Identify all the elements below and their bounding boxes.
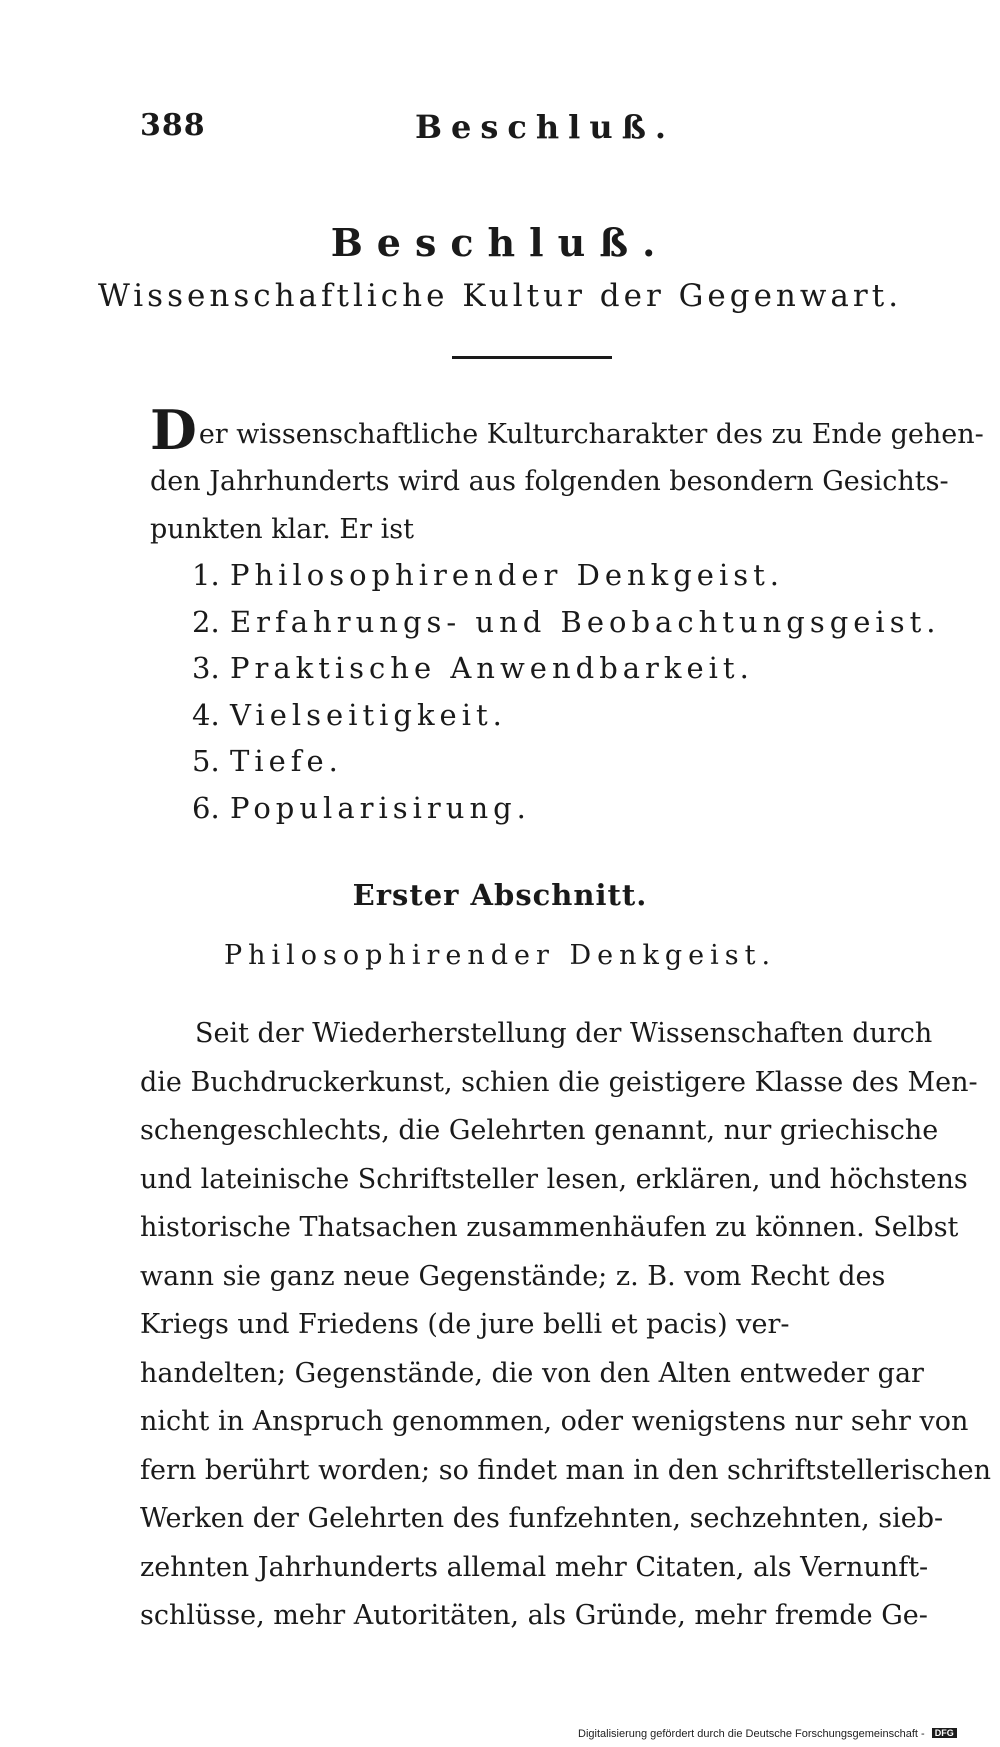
list-number: 2.	[192, 604, 220, 639]
body-line: Seit der Wiederherstellung der Wissenschaften durch	[195, 1018, 933, 1049]
body-line: zehnten Jahrhunderts allemal mehr Citaten, als Vernunft-	[140, 1551, 929, 1583]
list-item	[192, 558, 892, 605]
list-item	[192, 604, 941, 652]
body-line: Werken der Gelehrten des funfzehnten, sechzehnten, sieb-	[140, 1503, 944, 1534]
characteristics-list	[192, 558, 941, 837]
page-number: 388	[140, 108, 206, 143]
body-line: handelten; Gegenstände, die von den Alten entweder gar	[140, 1357, 924, 1389]
list-number: 6.	[192, 790, 220, 825]
intro-line-text: er wissenschaftliche Kulturcharakter des zu Ende gehen-	[198, 419, 984, 450]
running-title: Beschluß.	[415, 108, 676, 146]
list-number: 5.	[192, 744, 220, 778]
list-text: Tiefe.	[230, 744, 343, 778]
intro-paragraph	[150, 398, 984, 554]
body-line: schengeschlechts, die Gelehrten genannt, nur griechische	[140, 1115, 939, 1146]
body-line: Kriegs und Friedens (de jure belli et pacis) ver-	[140, 1309, 790, 1340]
title-divider	[452, 356, 612, 359]
list-text: Erfahrungs- und Beobachtungsgeist.	[230, 604, 941, 639]
body-line: schlüsse, mehr Autoritäten, als Gründe, mehr fremde Ge-	[140, 1600, 928, 1631]
list-item	[192, 791, 892, 838]
list-item	[192, 744, 892, 791]
list-number: 3.	[192, 651, 220, 685]
list-item	[192, 698, 892, 745]
list-item	[192, 651, 892, 698]
list-text: Praktische Anwendbarkeit.	[230, 651, 754, 685]
body-line: wann sie ganz neue Gegenstände; z. B. vom Recht des	[140, 1260, 886, 1292]
section-title: Philosophirender Denkgeist.	[223, 940, 777, 971]
running-head	[140, 108, 900, 148]
chapter-subtitle: Wissenschaftliche Kultur der Gegenwart.	[97, 278, 903, 314]
section-heading: Erster Abschnitt.	[352, 878, 648, 912]
footer-text: Digitalisierung gefördert durch die Deutsche Forschungsgemeinschaft -	[578, 1728, 925, 1740]
body-line: nicht in Anspruch genommen, oder wenigstens nur sehr von	[140, 1406, 969, 1437]
body-line: fern berührt worden; so findet man in den schriftstellerischen	[140, 1454, 992, 1486]
chapter-title: Beschluß.	[330, 220, 670, 265]
list-text: Popularisirung.	[230, 790, 531, 825]
list-number: 4.	[192, 697, 220, 732]
intro-line: den Jahrhunderts wird aus folgenden besondern Gesichts-	[150, 466, 949, 497]
drop-cap: D	[150, 398, 197, 462]
digitization-footer	[578, 1728, 957, 1740]
list-text: Philosophirender Denkgeist.	[230, 558, 784, 592]
dfg-logo: DFG	[932, 1728, 957, 1738]
body-paragraph	[140, 1010, 992, 1641]
body-line: die Buchdruckerkunst, schien die geistigere Klasse des Men-	[140, 1066, 978, 1098]
intro-line	[150, 398, 984, 462]
list-text: Vielseitigkeit.	[230, 697, 507, 732]
body-line: und lateinische Schriftsteller lesen, erklären, und höchstens	[140, 1163, 968, 1195]
intro-line: punkten klar. Er ist	[150, 514, 414, 545]
list-number: 1.	[192, 558, 220, 592]
body-line: historische Thatsachen zusammenhäufen zu können. Selbst	[140, 1212, 959, 1243]
